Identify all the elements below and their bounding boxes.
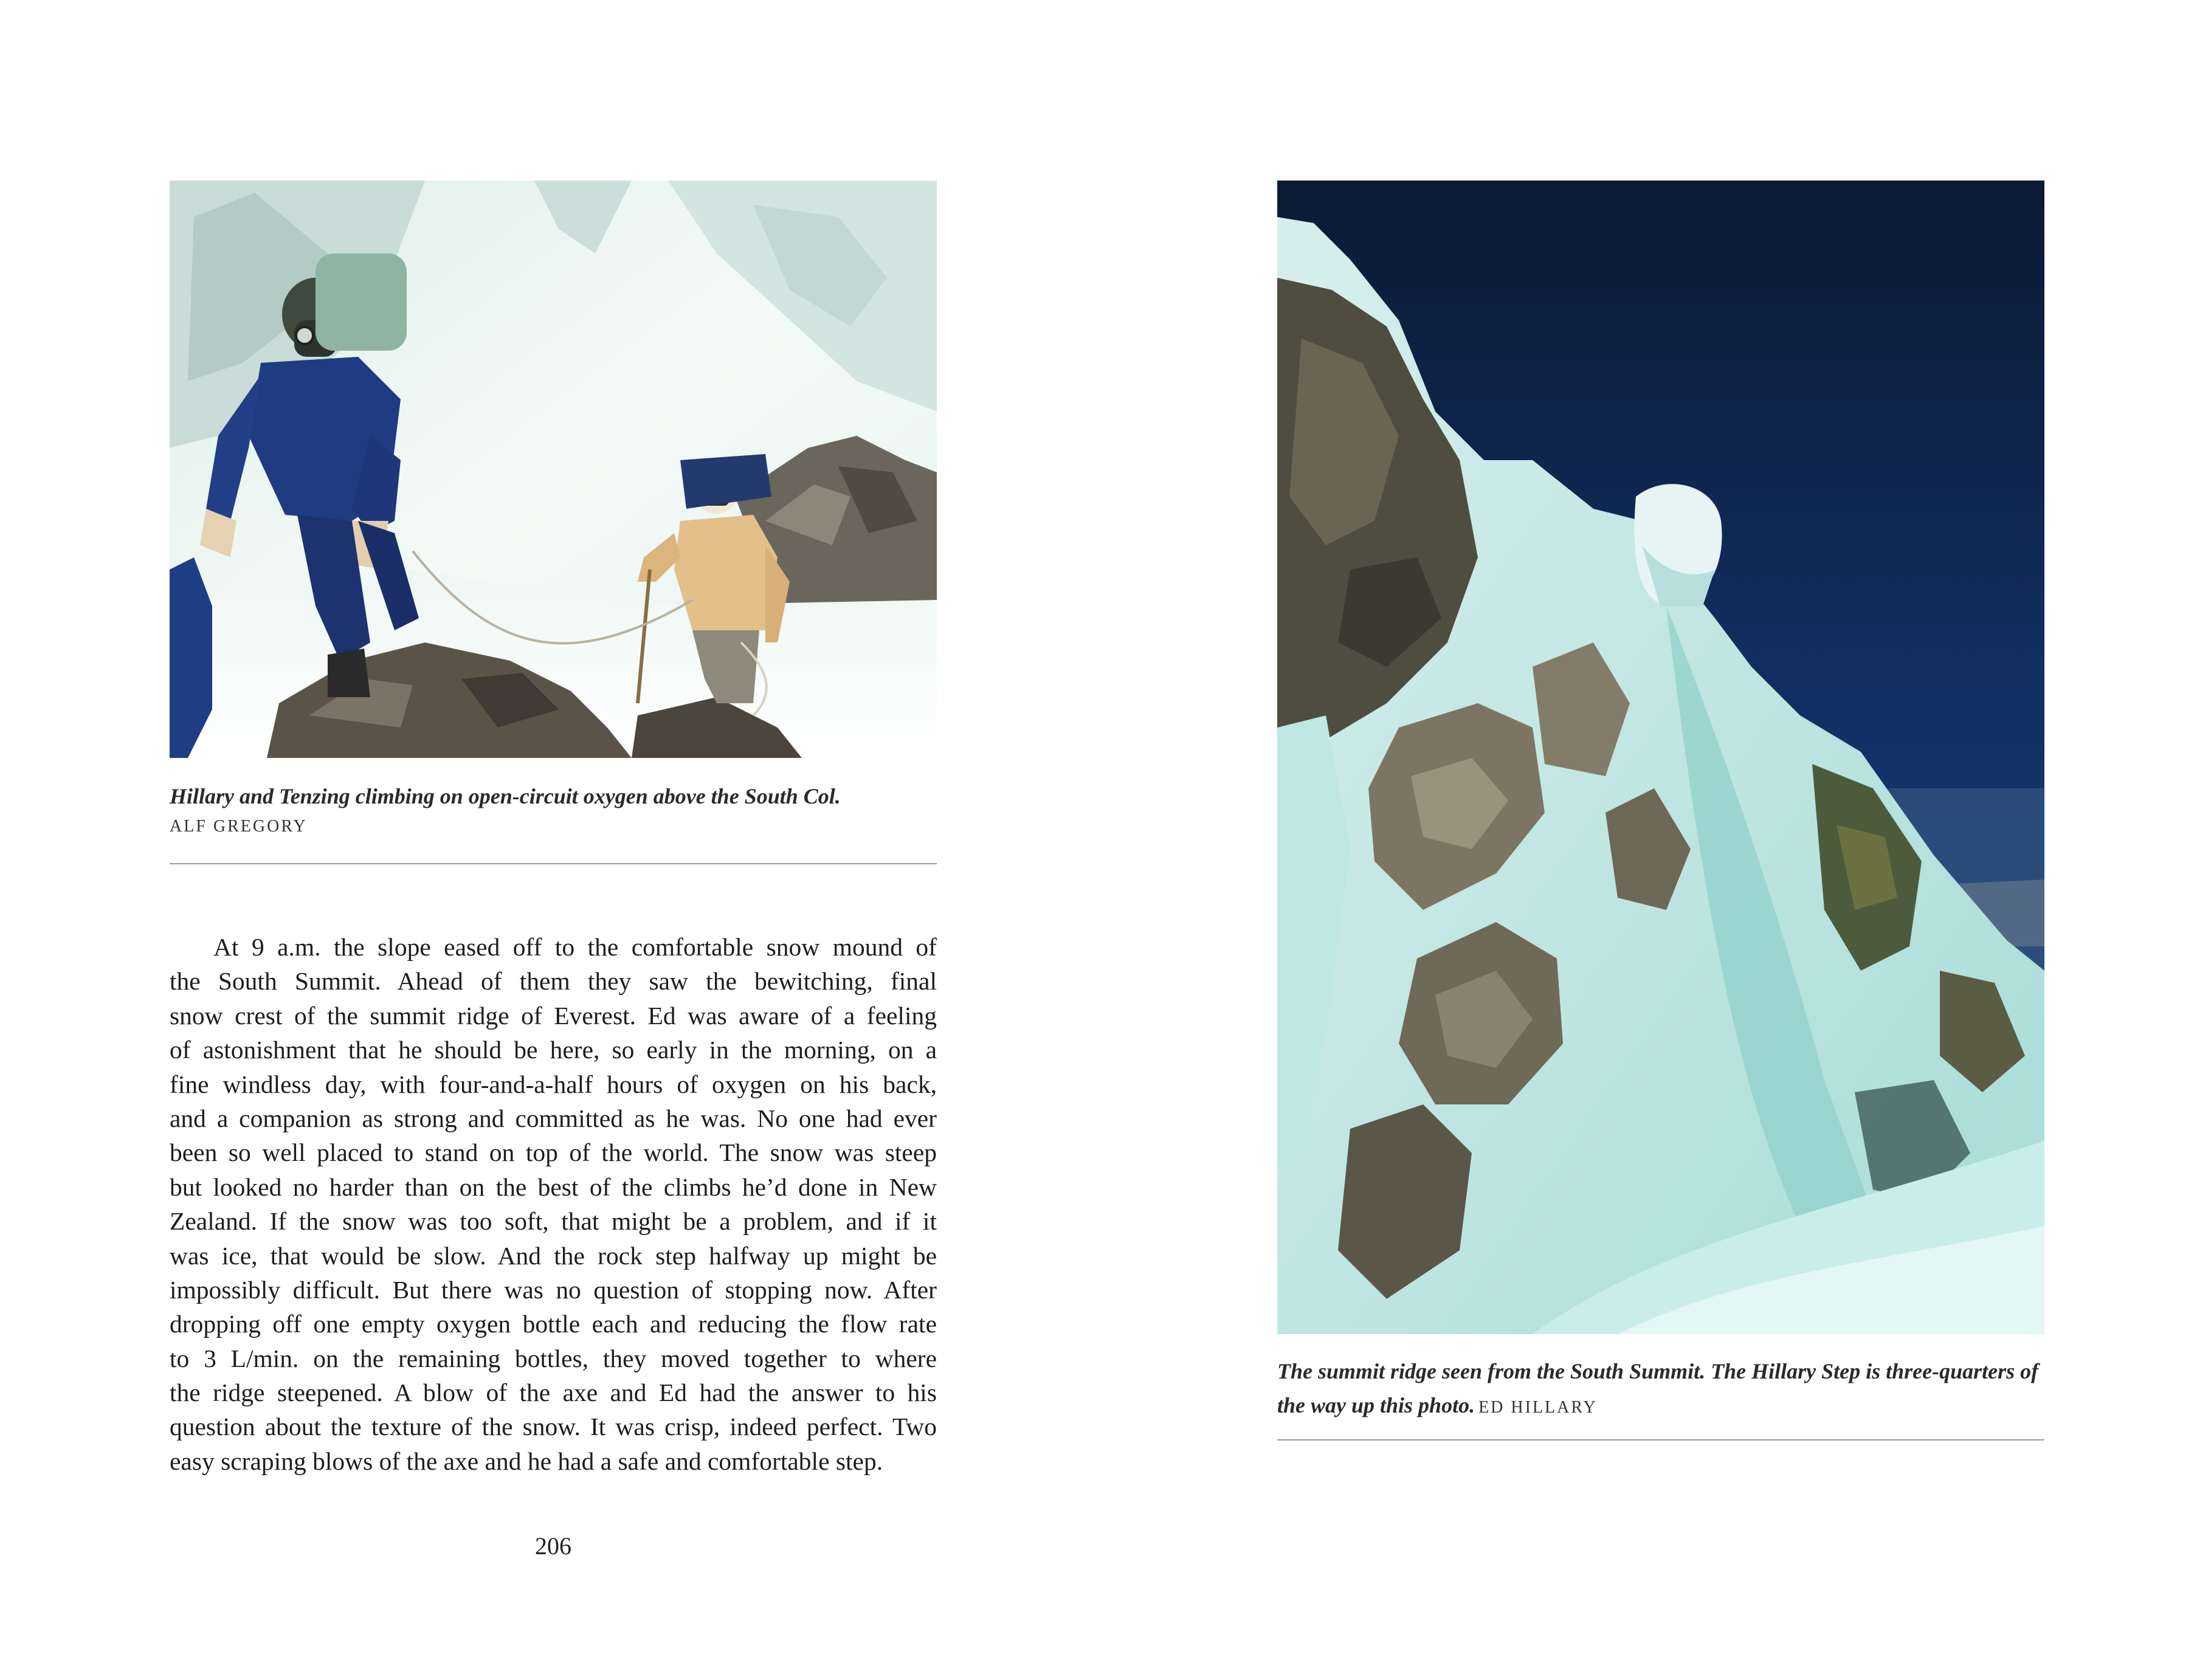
right-page [1098,0,2197,1680]
text-line: the South Summit. Ahead of them they saw the bewitching, final [170,967,937,996]
caption-divider [1277,1439,2044,1441]
photo-credit: ED HILLARY [1478,1398,1598,1417]
photo-caption-2 [1277,1354,2044,1425]
text-line: dropping off one empty oxygen bottle each and reducing the flow rate [170,1310,937,1338]
text-line: to 3 L/min. on the remaining bottles, they moved together to where [170,1344,937,1372]
climbers-illustration [170,181,937,758]
caption-divider [170,863,937,864]
text-line: been so well placed to stand on top of the world. The snow was steep [170,1138,937,1167]
body-paragraph [170,930,937,1478]
photo-climbers [170,181,937,758]
text-line: and a companion as strong and committed as he was. No one had ever [170,1104,937,1132]
text-line: question about the texture of the snow. It was crisp, indeed perfect. Two [170,1413,937,1441]
text-line: At 9 a.m. the slope eased off to the comfortable snow mound of [213,933,937,961]
photo-caption-1 [170,779,937,839]
summit-ridge-illustration [1277,181,2044,1334]
photo-credit: ALF GREGORY [170,817,308,836]
caption-text: the way up this photo. [1277,1393,1475,1417]
photo-summit-ridge [1277,181,2044,1334]
left-page [0,0,1098,1680]
text-line: easy scraping blows of the axe and he had a safe and comfortable step. [170,1447,883,1475]
text-line: impossibly difficult. But there was no question of stopping now. After [170,1275,937,1304]
text-line: the ridge steepened. A blow of the axe and Ed had the answer to his [170,1379,937,1407]
text-line: Zealand. If the snow was too soft, that might be a problem, and if it [170,1207,937,1236]
caption-text: Hillary and Tenzing climbing on open-circuit oxygen above the South Col. [170,784,841,808]
text-line: snow crest of the summit ridge of Everest. Ed was aware of a feeling [170,1001,937,1030]
caption-text-line-1: The summit ridge seen from the South Summit. The Hillary Step is three-quarters of [1277,1359,2039,1383]
text-line: fine windless day, with four-and-a-half hours of oxygen on his back, [170,1070,937,1098]
text-line: but looked no harder than on the best of the climbs he’d done in New [170,1172,937,1201]
page-number: 206 [535,1532,571,1560]
text-line: of astonishment that he should be here, so early in the morning, on a [170,1036,937,1064]
caption-text-line-2 [1277,1388,2044,1425]
text-line: was ice, that would be slow. And the rock step halfway up might be [170,1241,937,1270]
